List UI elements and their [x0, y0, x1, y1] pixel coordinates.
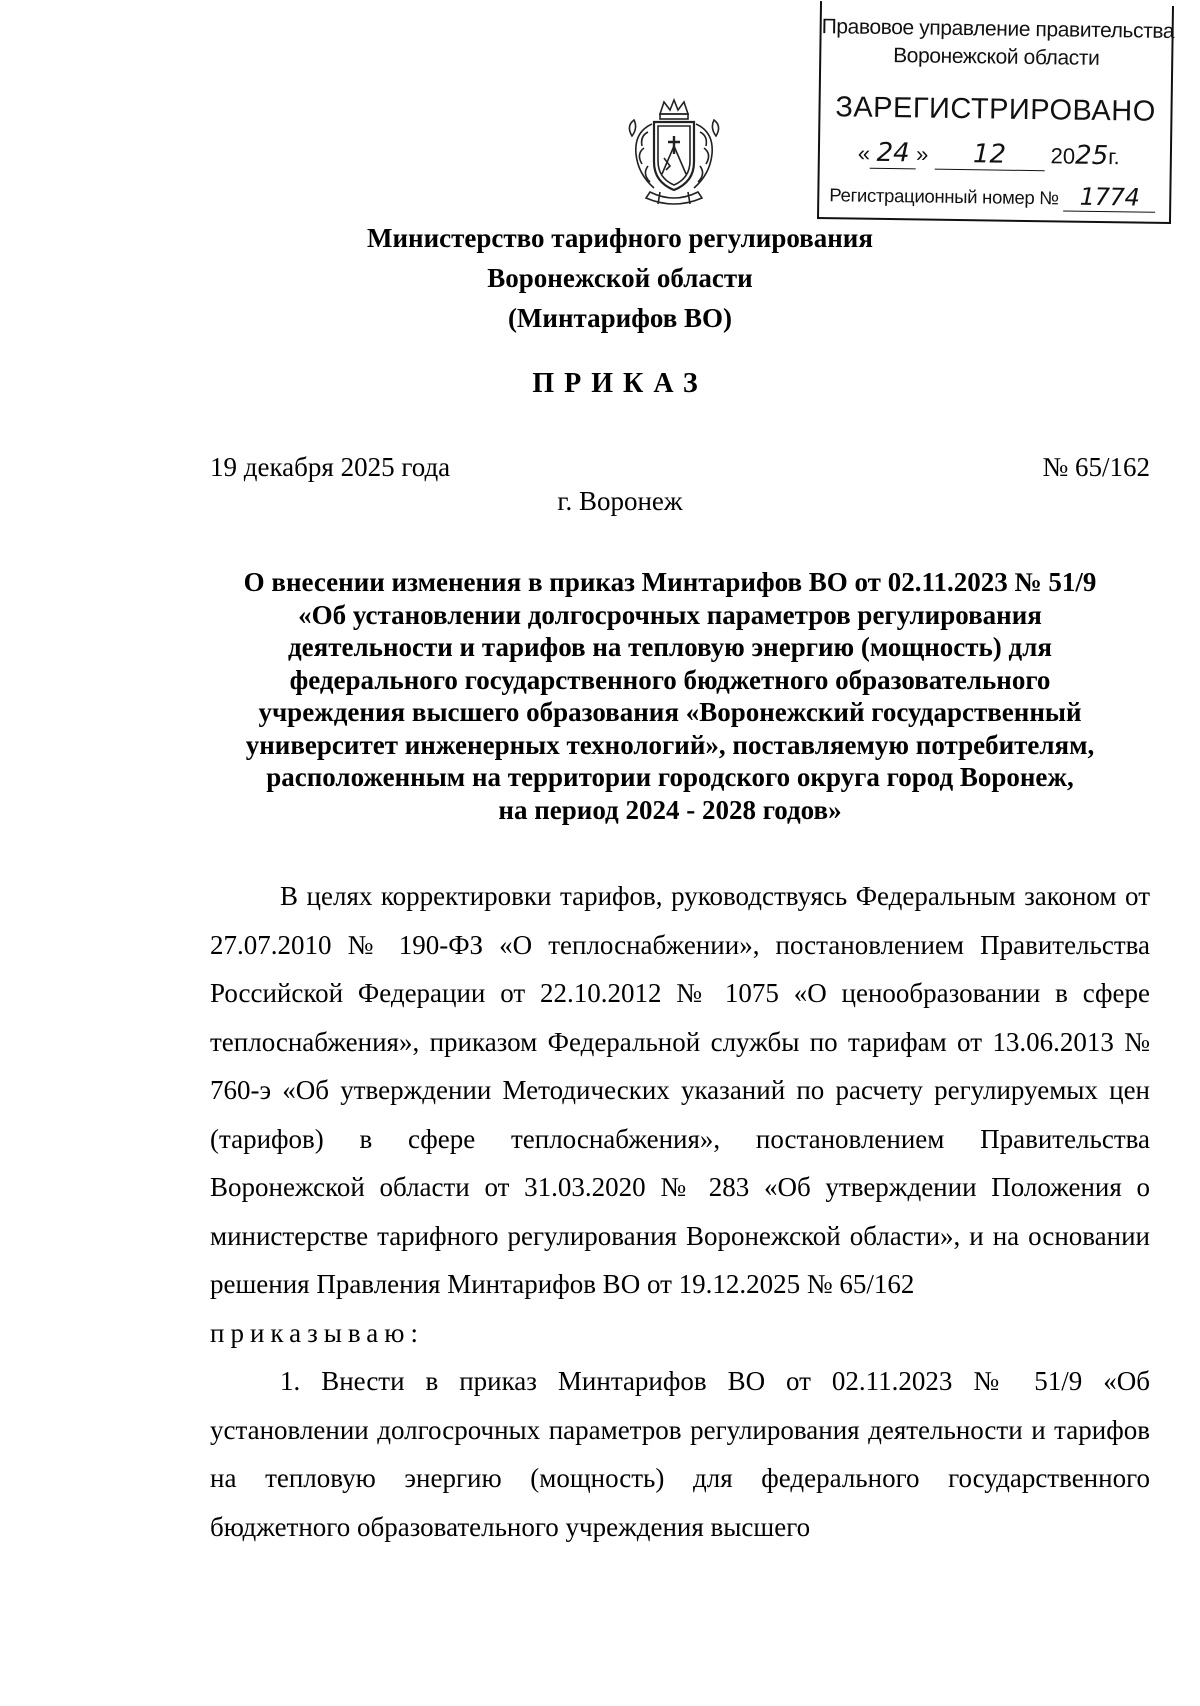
stamp-year-prefix: 20 [1050, 143, 1076, 169]
stamp-registration-number [829, 179, 1159, 213]
stamp-reg-label: Регистрационный номер № [829, 184, 1059, 209]
title-line: федерального государственного бюджетного образовательного [289, 664, 1051, 695]
stamp-department-line2: Воронежской области [892, 44, 1100, 70]
ministry-name-line2: Воронежской области [487, 263, 753, 293]
title-line: деятельности и тарифов на тепловую энергию (мощность) для [288, 632, 1052, 662]
title-line: университет инженерных технологий», поставляемую потребителям, [245, 729, 1095, 760]
coat-of-arms-icon [620, 96, 728, 208]
ministry-short-name: (Минтарифов ВО) [507, 303, 733, 333]
preamble-paragraph: В целях корректировки тарифов, руководствуясь Федеральным законом от 27.07.2010 № 190-ФЗ «О теплоснабжении», постановлением Правительства Российской Федерации от 22.10.2012 № 1075 «О ценообразовании в сфере теплоснабжения», приказом Федеральной службы по тарифам от 13.06.2013 № 760-э «Об утверждении Методических указаний по расчету регулируемых цен (тарифов) в сфере теплоснабжения», постановлением Правительства Воронежской области от 31.03.2020 № 283 «Об утверждении Положения о министерстве тарифного регулирования Воронежской области», и на основании решения Правления Минтарифов ВО от 19.12.2025 № 65/162 [210, 881, 1150, 1299]
document-type: ПРИКАЗ [532, 368, 708, 399]
title-line: учреждения высшего образования «Воронежский государственный [258, 697, 1082, 727]
document-city: г. Воронеж [557, 486, 683, 516]
registration-stamp [817, 1, 1174, 224]
stamp-department-line1: Правовое управление правительства [821, 15, 1175, 44]
stamp-month: 12 [934, 139, 1044, 172]
stamp-department [821, 13, 1175, 74]
stamp-day: 24 [870, 138, 916, 170]
ministry-name-line1: Министерство тарифного регулирования [367, 223, 873, 253]
stamp-year-suffix: г. [1108, 144, 1120, 170]
document-number: № 65/162 [1042, 452, 1150, 482]
title-line: «Об установлении долгосрочных параметров регулирования [298, 599, 1042, 630]
order-word: приказываю: [210, 1317, 424, 1348]
ministry-header [0, 218, 1200, 338]
stamp-date: « 24 » 12 2025г. [857, 137, 1120, 172]
document-date: 19 декабря 2025 года [210, 452, 451, 482]
title-line: О внесении изменения в приказ Минтарифов ВО от 02.11.2023 № 51/9 [243, 567, 1097, 597]
item-1-paragraph: 1. Внести в приказ Минтарифов ВО от 02.11.2023 № 51/9 «Об установлении долгосрочных параметров регулирования деятельности и тарифов на тепловую энергию (мощность) для федерального государственного бюджетного образовательного учреждения высшего [210, 1366, 1150, 1542]
title-line: расположенным на территории городского округа город Воронеж, [266, 762, 1074, 792]
document-body [210, 872, 1150, 1551]
stamp-year: 25 [1074, 140, 1109, 172]
stamp-title: ЗАРЕГИСТРИРОВАНО [835, 91, 1156, 128]
title-line: на период 2024 - 2028 годов» [498, 794, 842, 825]
document-title [200, 566, 1140, 826]
stamp-reg-number: 1774 [1063, 182, 1155, 212]
